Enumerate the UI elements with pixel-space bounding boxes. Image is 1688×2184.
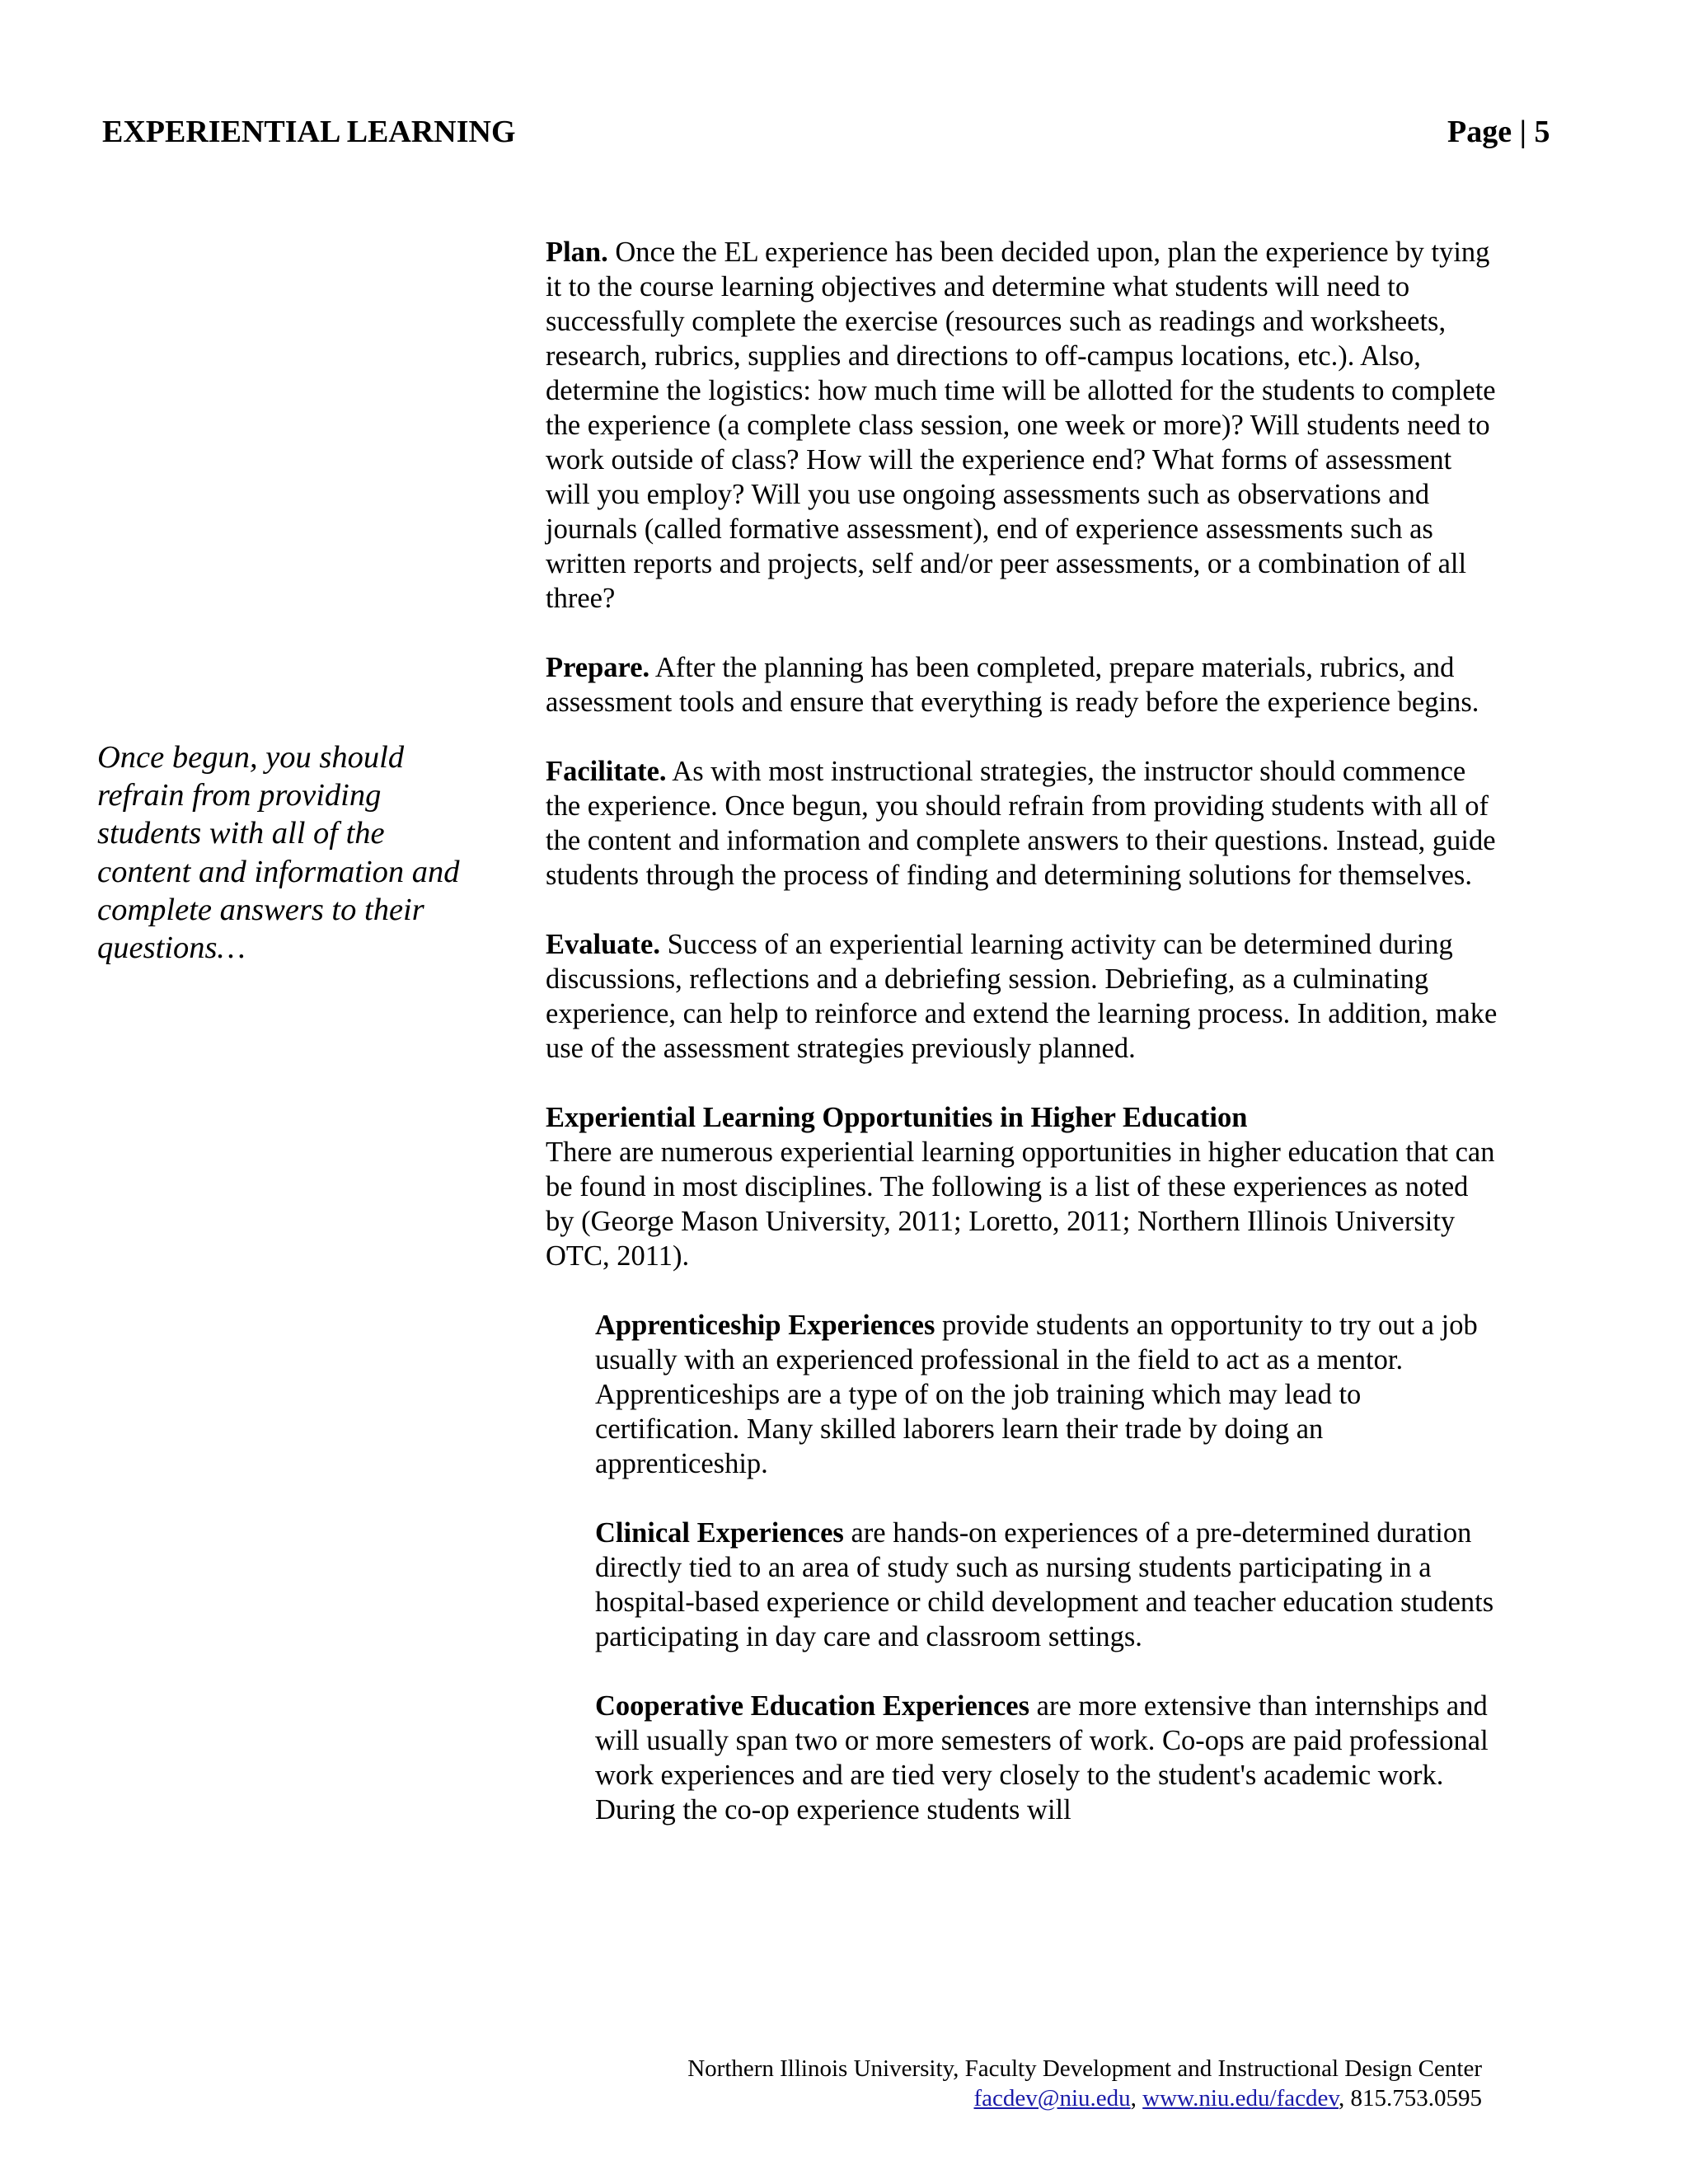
prepare-paragraph <box>546 650 1502 719</box>
footer-website-link[interactable]: www.niu.edu/facdev <box>1142 2085 1339 2111</box>
facilitate-label: Facilitate. <box>546 756 667 787</box>
page-footer <box>687 2054 1482 2113</box>
prepare-text: After the planning has been completed, prepare materials, rubrics, and assessment tools and ensure that everything is ready before the experience begins. <box>546 652 1479 718</box>
clinical-paragraph <box>595 1516 1502 1654</box>
evaluate-text: Success of an experiential learning activity can be determined during discussions, reflections and a debriefing session. Debriefing, as a culminating experience, can help to reinforce and extend the learning process. In addition, make use of the assessment strategies previously planned. <box>546 929 1498 1064</box>
apprenticeship-text: provide students an opportunity to try out a job usually with an experienced professional in the field to act as a mentor. Apprenticeships are a type of on the job training which may lead to certification. Many skilled laborers learn their trade by doing an apprenticeship. <box>595 1310 1478 1479</box>
facilitate-paragraph <box>546 754 1502 893</box>
page-number: Page | 5 <box>1447 115 1550 149</box>
apprenticeship-label: Apprenticeship Experiences <box>595 1310 935 1341</box>
evaluate-paragraph <box>546 927 1502 1066</box>
pull-quote: Once begun, you should refrain from providing students with all of the content and information and complete answers to their questions… <box>97 740 460 966</box>
cooperative-paragraph <box>595 1689 1502 1827</box>
plan-label: Plan. <box>546 237 608 268</box>
footer-contact <box>687 2083 1482 2113</box>
opportunities-heading: Experiential Learning Opportunities in Higher Education <box>546 1102 1248 1133</box>
footer-email-link[interactable]: facdev@niu.edu <box>973 2085 1131 2111</box>
plan-paragraph <box>546 235 1502 616</box>
opportunities-text: There are numerous experiential learning opportunities in higher education that can be found in most disciplines. The following is a list of these experiences as noted by (George Mason University, 2011; Loretto, 2011; Northern Illinois University OTC, 2011). <box>546 1137 1495 1272</box>
footer-institution: Northern Illinois University, Faculty Development and Instructional Design Center <box>687 2055 1482 2082</box>
evaluate-label: Evaluate. <box>546 929 660 960</box>
opportunities-section <box>546 1100 1502 1273</box>
main-content <box>546 235 1502 1827</box>
cooperative-text: are more extensive than internships and will usually span two or more semesters of work. Co-ops are paid professional work experiences and are tied very closely to the student's academic work. During the co-op experience students will <box>595 1690 1489 1825</box>
footer-phone: , 815.753.0595 <box>1339 2085 1482 2111</box>
clinical-text: are hands-on experiences of a pre-determined duration directly tied to an area of study such as nursing students participating in a hospital-based experience or child development and teacher education students participating in day care and classroom settings. <box>595 1517 1494 1652</box>
clinical-label: Clinical Experiences <box>595 1517 844 1549</box>
cooperative-label: Cooperative Education Experiences <box>595 1690 1030 1722</box>
facilitate-text: As with most instructional strategies, the instructor should commence the experience. Once begun, you should refrain from providing students with all of the content and information and complete answers to their questions. Instead, guide students through the process of finding and determining solutions for themselves. <box>546 756 1496 891</box>
footer-separator: , <box>1130 2085 1143 2111</box>
prepare-label: Prepare. <box>546 652 650 683</box>
plan-text: Once the EL experience has been decided upon, plan the experience by tying it to the course learning objectives and determine what students will need to successfully complete the exercise (resources such as readings and worksheets, research, rubrics, supplies and directions to off-campus locations, etc.). Also, determine the logistics: how much time will be allotted for the students to complete the experience (a complete class session, one week or more)? Will students need to work outside of class? How will the experience end? What forms of assessment will you employ? Will you use ongoing assessments such as observations and journals (called formative assessment), end of experience assessments such as written reports and projects, self and/or peer assessments, or a combination of all three? <box>546 237 1496 614</box>
page-title: EXPERIENTIAL LEARNING <box>102 115 516 149</box>
apprenticeship-paragraph <box>595 1308 1502 1481</box>
